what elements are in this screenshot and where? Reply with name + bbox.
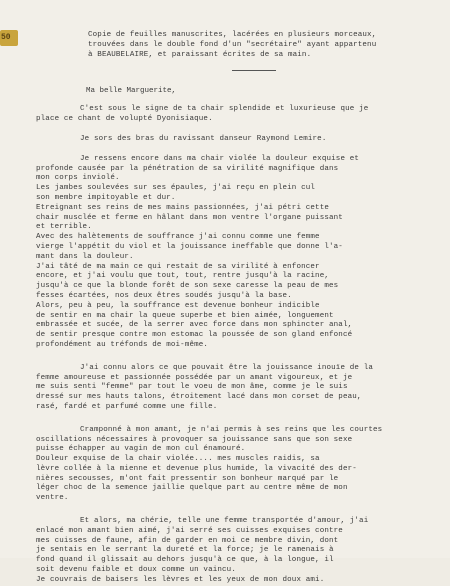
text-line: mon corps inviolé. [36, 174, 120, 183]
text-line: vierge l'appétit du viol et la jouissance ineffable que donne l'a- [36, 242, 343, 251]
text-line: dressé sur mes hauts talons, étroitement lacé dans mon corset de peau, [36, 393, 362, 402]
text-line: et terrible. [36, 223, 92, 232]
text-line: encore, et j'ai voulu que tout, tout, rentre jusqu'à la racine, [36, 272, 329, 281]
text-line: léger choc de la semence jaillie quelque part au centre même de mon [36, 484, 348, 493]
text-line: place ce chant de volupté Dyonisiaque. [36, 115, 213, 124]
text-line: Avec des halètements de souffrance j'ai connu comme une femme [36, 233, 320, 242]
text-line: Cramponné à mon amant, je n'ai permis à ses reins que les courtes [80, 425, 383, 434]
salutation: Ma belle Marguerite, [86, 87, 177, 96]
letter-body [36, 105, 428, 585]
text-line: Et alors, ma chérie, telle une femme transportée d'amour, j'ai [80, 517, 369, 526]
text-line: enlacé mon amant bien aimé, j'ai serré ses cuisses exquises contre [36, 526, 343, 535]
paragraph [36, 364, 428, 413]
text-line: ventre. [36, 494, 69, 503]
text-line: rasé, fardé et parfumé comme une fille. [36, 402, 218, 411]
text-line: puisse échapper au vagin de mon cul énamouré. [36, 445, 246, 454]
text-line: J'ai tâté de ma main ce qui restait de sa virilité à enfoncer [36, 262, 320, 271]
text-line: me suis senti "femme" par tout le voeu de mon âme, comme je le suis [36, 383, 348, 392]
header-line: trouvées dans le double fond d'un "secrétaire" ayant appartenu [88, 40, 377, 49]
text-line: J'ai connu alors ce que pouvait être la jouissance inouïe de la [80, 363, 373, 372]
text-line: Les jambes soulevées sur ses épaules, j'ai reçu en plein cul [36, 184, 316, 193]
text-line: Je couvrais de baisers les lèvres et les yeux de mon doux ami. [36, 575, 325, 584]
paragraph [36, 517, 428, 586]
text-line: mant dans la douleur. [36, 252, 134, 261]
text-line: femme amoureuse et passionnée possédée par un amant vigoureux, et je [36, 373, 353, 382]
text-line: C'est sous le signe de ta chair splendide et luxurieuse que je [80, 105, 369, 114]
text-line: Etreignant ses reins de mes mains passionnées, j'ai pétri cette [36, 203, 329, 212]
text-line: soit devenu faible et doux comme un vaincu. [36, 566, 236, 575]
text-line: profondément au tréfonds de moi-même. [36, 340, 209, 349]
text-line: Je sors des bras du ravissant danseur Raymond Lemire. [80, 134, 327, 143]
letter-header-note [88, 31, 428, 60]
text-line: Je ressens encore dans ma chair violée la douleur exquise et [80, 154, 360, 163]
text-line: lèvre collée à la mienne et devenue plus humide, la vivacité des der- [36, 464, 357, 473]
text-line: de sentir presque contre mon estomac la poussée de son gland enfoncé [36, 331, 353, 340]
header-line: à BEAUBELAIRE, et paraissant écrites de sa main. [88, 50, 312, 59]
text-line: profonde causée par la pénétration de sa virilité magnifique dans [36, 164, 339, 173]
text-line: chair musclée et ferme en hâlant dans mon ventre l'organe puissant [36, 213, 343, 222]
paragraph [36, 135, 428, 145]
text-line: nières secousses, m'ont fait pressentir son bonheur marqué par le [36, 474, 339, 483]
separator-rule [232, 70, 276, 71]
paragraph [36, 105, 428, 125]
archive-tape-label: 50 [0, 30, 18, 46]
text-line: fesses écartées, nos deux êtres soudés jusqu'à la base. [36, 291, 292, 300]
paragraph [36, 155, 428, 351]
text-line: oscillations nécessaires à provoquer sa jouissance sans que son sexe [36, 435, 353, 444]
text-line: Douleur exquise de la chair violée.... mes muscles raidis, sa [36, 455, 320, 464]
text-line: mes cuisses de faune, afin de garder en moi ce membre divin, dont [36, 536, 339, 545]
text-line: fond quand il glissait au dehors jusqu'à ce que, à la longue, il [36, 556, 334, 565]
text-line: Alors, peu à peu, la souffrance est devenue bonheur indicible [36, 301, 320, 310]
text-line: son membre impitoyable et dur. [36, 193, 176, 202]
paragraph [36, 426, 428, 504]
text-line: embrassée et sucée, de la serrer avec force dans mon sphincter anal, [36, 321, 353, 330]
header-line: Copie de feuilles manuscrites, lacérées en plusieurs morceaux, [88, 31, 377, 39]
text-line: je sentais en le serrant la dureté et la force; je le ramenais à [36, 546, 334, 555]
text-line: de sentir en ma chair la queue superbe et bien aimée, longuement [36, 311, 334, 320]
text-line: jusqu'à ce que la blonde forêt de son sexe caresse la peau de mes [36, 282, 339, 291]
